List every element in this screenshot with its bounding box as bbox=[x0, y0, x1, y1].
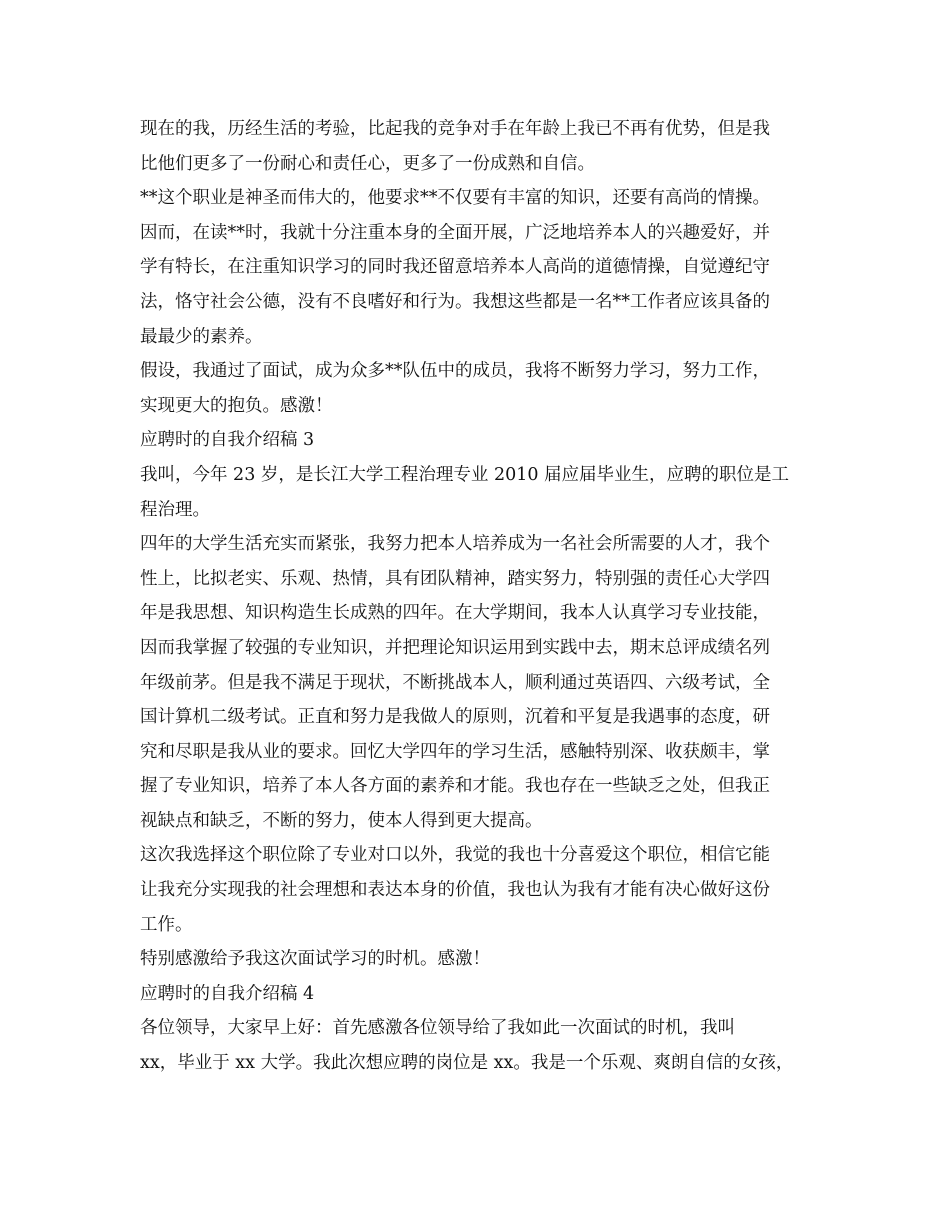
text-line: 程治理。 bbox=[140, 499, 210, 520]
text-line: 工作。 bbox=[140, 914, 193, 935]
text-line: 年级前茅。但是我不满足于现状，不断挑战本人，顺利通过英语四、六级考试，全 bbox=[140, 672, 770, 693]
text-line: 最最少的素养。 bbox=[140, 326, 263, 347]
document-body bbox=[140, 112, 830, 1081]
text-line: 学有特长，在注重知识学习的同时我还留意培养本人高尚的道德情操，自觉遵纪守 bbox=[140, 257, 770, 278]
text-line: 这次我选择这个职位除了专业对口以外，我觉的我也十分喜爱这个职位，相信它能 bbox=[140, 845, 770, 866]
text-line: 年是我思想、知识构造生长成熟的四年。在大学期间，我本人认真学习专业技能， bbox=[140, 603, 770, 624]
text-line: **这个职业是神圣而伟大的，他要求**不仅要有丰富的知识，还要有高尚的情操。 bbox=[140, 188, 770, 209]
text-line: 我叫，今年 23 岁，是长江大学工程治理专业 2010 届应届毕业生，应聘的职位是工 bbox=[140, 464, 790, 485]
text-line: 让我充分实现我的社会理想和表达本身的价值，我也认为我有才能有决心做好这份 bbox=[140, 880, 770, 901]
text-line: 现在的我，历经生活的考验，比起我的竞争对手在年龄上我已不再有优势，但是我 bbox=[140, 119, 770, 139]
section-heading: 应聘时的自我介绍稿 3 bbox=[140, 430, 315, 451]
text-line: 因而我掌握了较强的专业知识，并把理论知识运用到实践中去，期末总评成绩名列 bbox=[140, 637, 770, 658]
text-line: 因而，在读**时，我就十分注重本身的全面开展，广泛地培养本人的兴趣爱好，并 bbox=[140, 222, 770, 243]
text-line: 各位领导，大家早上好：首先感激各位领导给了我如此一次面试的时机，我叫 bbox=[140, 1018, 735, 1039]
text-line: 比他们更多了一份耐心和责任心，更多了一份成熟和自信。 bbox=[140, 153, 595, 174]
text-line: xx，毕业于 xx 大学。我此次想应聘的岗位是 xx。我是一个乐观、爽朗自信的女孩， bbox=[140, 1053, 794, 1074]
text-line: 假设，我通过了面试，成为众多**队伍中的成员，我将不断努力学习，努力工作， bbox=[140, 361, 770, 382]
text-line: 法，恪守社会公德，没有不良嗜好和行为。我想这些都是一名**工作者应该具备的 bbox=[140, 291, 770, 312]
text-line: 究和尽职是我从业的要求。回忆大学四年的学习生活，感触特别深、收获颇丰，掌 bbox=[140, 741, 770, 762]
text-line: 国计算机二级考试。正直和努力是我做人的原则，沉着和平复是我遇事的态度，研 bbox=[140, 707, 770, 728]
text-line: 实现更大的抱负。感激！ bbox=[140, 395, 333, 416]
text-line: 握了专业知识，培养了本人各方面的素养和才能。我也存在一些缺乏之处，但我正 bbox=[140, 776, 770, 797]
text-line: 视缺点和缺乏，不断的努力，使本人得到更大提高。 bbox=[140, 810, 543, 831]
text-line: 四年的大学生活充实而紧张，我努力把本人培养成为一名社会所需要的人才，我个 bbox=[140, 534, 770, 555]
text-line: 性上，比拟老实、乐观、热情，具有团队精神，踏实努力，特别强的责任心大学四 bbox=[140, 568, 770, 589]
text-line: 特别感激给予我这次面试学习的时机。感激！ bbox=[140, 949, 490, 970]
section-heading: 应聘时的自我介绍稿 4 bbox=[140, 983, 315, 1004]
